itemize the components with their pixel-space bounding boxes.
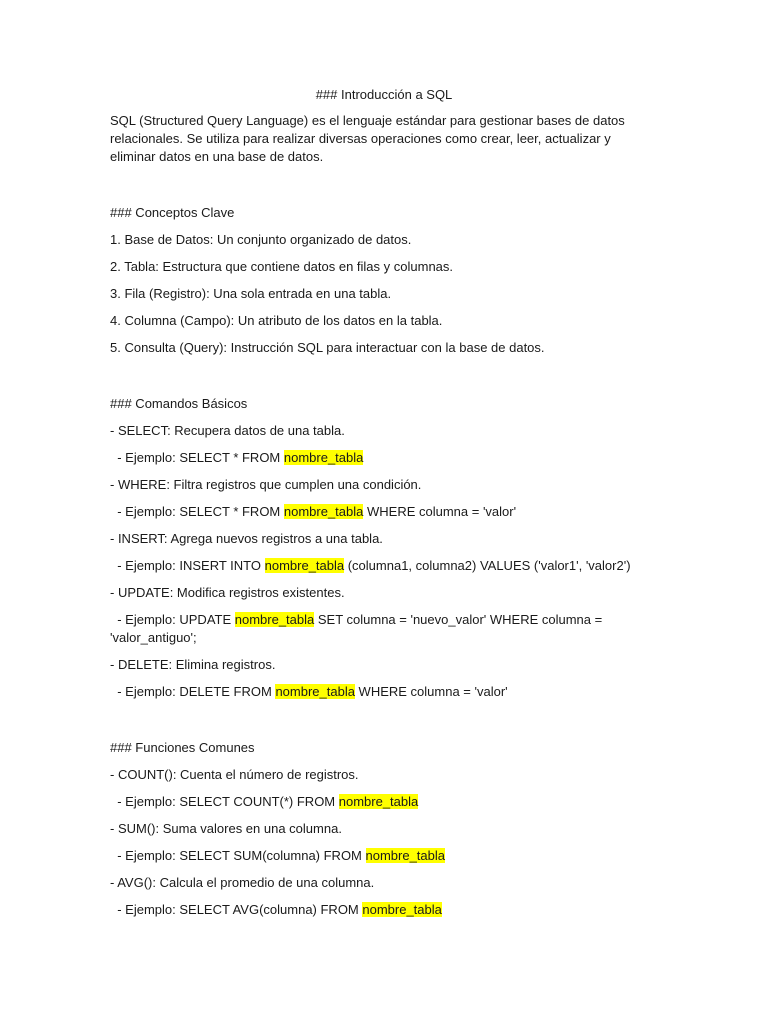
example-text: WHERE columna = 'valor': [363, 504, 517, 519]
select-example: [110, 449, 658, 467]
highlighted-table-name: nombre_tabla: [234, 612, 315, 627]
sum-example: [110, 847, 658, 865]
example-text: - Ejemplo: SELECT * FROM: [110, 450, 284, 465]
delete-description: - DELETE: Elimina registros.: [110, 657, 276, 672]
concepts-heading: ### Conceptos Clave: [110, 205, 235, 220]
concept-item: 3. Fila (Registro): Una sola entrada en una tabla.: [110, 286, 392, 301]
concept-item: 4. Columna (Campo): Un atributo de los datos en la tabla.: [110, 313, 443, 328]
update-example: [110, 611, 658, 647]
example-text: - Ejemplo: SELECT COUNT(*) FROM: [110, 794, 339, 809]
example-text: (columna1, columna2) VALUES ('valor1', 'valor2'): [344, 558, 631, 573]
concept-item: 5. Consulta (Query): Instrucción SQL para interactuar con la base de datos.: [110, 340, 545, 355]
highlighted-table-name: nombre_tabla: [362, 902, 442, 917]
example-text: SET columna = 'nuevo_valor' WHERE columna = 'valor_antiguo';: [110, 612, 606, 645]
example-text: - Ejemplo: SELECT AVG(columna) FROM: [110, 902, 363, 917]
highlighted-table-name: nombre_tabla: [365, 848, 445, 863]
where-example: [110, 503, 658, 521]
example-text: - Ejemplo: UPDATE: [110, 612, 235, 627]
insert-description: - INSERT: Agrega nuevos registros a una tabla.: [110, 531, 383, 546]
count-example: [110, 793, 658, 811]
commands-heading: ### Comandos Básicos: [110, 396, 248, 411]
delete-example: [110, 683, 658, 701]
example-text: WHERE columna = 'valor': [354, 684, 508, 699]
functions-heading: ### Funciones Comunes: [110, 740, 255, 755]
sum-description: - SUM(): Suma valores en una columna.: [110, 821, 342, 836]
highlighted-table-name: nombre_tabla: [275, 684, 355, 699]
example-text: - Ejemplo: SELECT * FROM: [110, 504, 284, 519]
highlighted-table-name: nombre_tabla: [338, 794, 419, 809]
page-title: ### Introducción a SQL: [315, 87, 453, 102]
highlighted-table-name: nombre_tabla: [283, 450, 364, 465]
count-description: - COUNT(): Cuenta el número de registros.: [110, 767, 359, 782]
highlighted-table-name: nombre_tabla: [283, 504, 364, 519]
concept-item: 2. Tabla: Estructura que contiene datos en filas y columnas.: [110, 259, 454, 274]
example-text: - Ejemplo: SELECT SUM(columna) FROM: [110, 848, 366, 863]
example-text: - Ejemplo: INSERT INTO: [110, 558, 265, 573]
example-text: - Ejemplo: DELETE FROM: [110, 684, 276, 699]
insert-example: [110, 557, 658, 575]
concept-item: 1. Base de Datos: Un conjunto organizado de datos.: [110, 232, 412, 247]
select-description: - SELECT: Recupera datos de una tabla.: [110, 423, 345, 438]
intro-paragraph: SQL (Structured Query Language) es el lenguaje estándar para gestionar bases de datos relacionales. Se utiliza para realizar diversas operaciones como crear, leer, actualizar y eliminar datos en una base de datos.: [110, 113, 625, 164]
avg-description: - AVG(): Calcula el promedio de una columna.: [110, 875, 375, 890]
avg-example: [110, 901, 658, 919]
document-body: [110, 86, 658, 928]
update-description: - UPDATE: Modifica registros existentes.: [110, 585, 345, 600]
highlighted-table-name: nombre_tabla: [264, 558, 345, 573]
where-description: - WHERE: Filtra registros que cumplen una condición.: [110, 477, 422, 492]
